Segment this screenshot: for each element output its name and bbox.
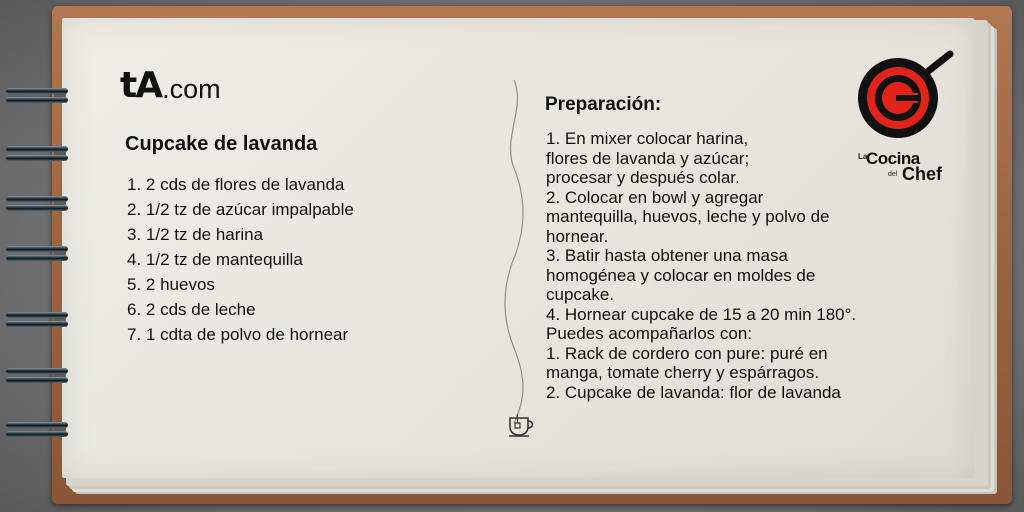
preparation-line: 1. Rack de cordero con pure: puré en (546, 343, 828, 363)
preparation-line: procesar y después colar. (546, 168, 740, 187)
preparation-line: mantequilla, huevos, leche y polvo de (546, 207, 830, 226)
site-logo-mark: tA (120, 65, 162, 106)
preparation-line: 2. Colocar en bowl y agregar (546, 187, 764, 207)
spiral-ring (0, 416, 72, 444)
preparation-line: 4. Hornear cupcake de 15 a 20 min 180°. (546, 304, 857, 324)
ingredient-item: 2. 1/2 tz de azúcar impalpable (127, 200, 354, 219)
preparation-line: homogénea y colocar en moldes de (546, 265, 816, 285)
brand-word-cocina: Cocina (866, 149, 920, 168)
ingredient-item: 7. 1 cdta de polvo de hornear (127, 325, 349, 344)
site-logo-domain: .com (162, 74, 221, 104)
ingredient-item: 1. 2 cds de flores de lavanda (127, 175, 345, 194)
preparation-line: 3. Batir hasta obtener una masa (546, 246, 788, 265)
preparation-line: 1. En mixer colocar harina, (546, 129, 749, 148)
teacup-icon (507, 412, 537, 438)
preparation-line: cupcake. (546, 285, 615, 304)
spiral-ring (0, 306, 72, 334)
preparation-line: flores de lavanda y azúcar; (546, 148, 750, 168)
preparation-line: hornear. (546, 226, 609, 246)
preparation-line: 2. Cupcake de lavanda: flor de lavanda (546, 382, 841, 402)
ingredient-item: 5. 2 huevos (127, 275, 215, 294)
preparation-title: Preparación: (545, 94, 662, 115)
spiral-ring (0, 82, 72, 110)
ingredient-item: 6. 2 cds de leche (127, 300, 256, 319)
recipe-title: Cupcake de lavanda (125, 133, 318, 155)
spiral-ring (0, 140, 72, 168)
site-logo[interactable] (120, 65, 221, 106)
brand-word-chef: Chef (902, 164, 942, 184)
spiral-ring (0, 240, 72, 268)
ingredient-item: 4. 1/2 tz de mantequilla (127, 250, 303, 269)
spiral-ring (0, 362, 72, 390)
preparation-line: Puedes acompañarlos con: (546, 324, 753, 343)
preparation-line: manga, tomate cherry y espárragos. (546, 363, 820, 382)
brand-word-la: La (858, 152, 868, 161)
spiral-ring (0, 190, 72, 218)
brand-word-del: del (888, 171, 898, 178)
ingredient-list (127, 172, 354, 347)
ingredient-item: 3. 1/2 tz de harina (127, 225, 264, 244)
wavy-divider (500, 78, 540, 438)
